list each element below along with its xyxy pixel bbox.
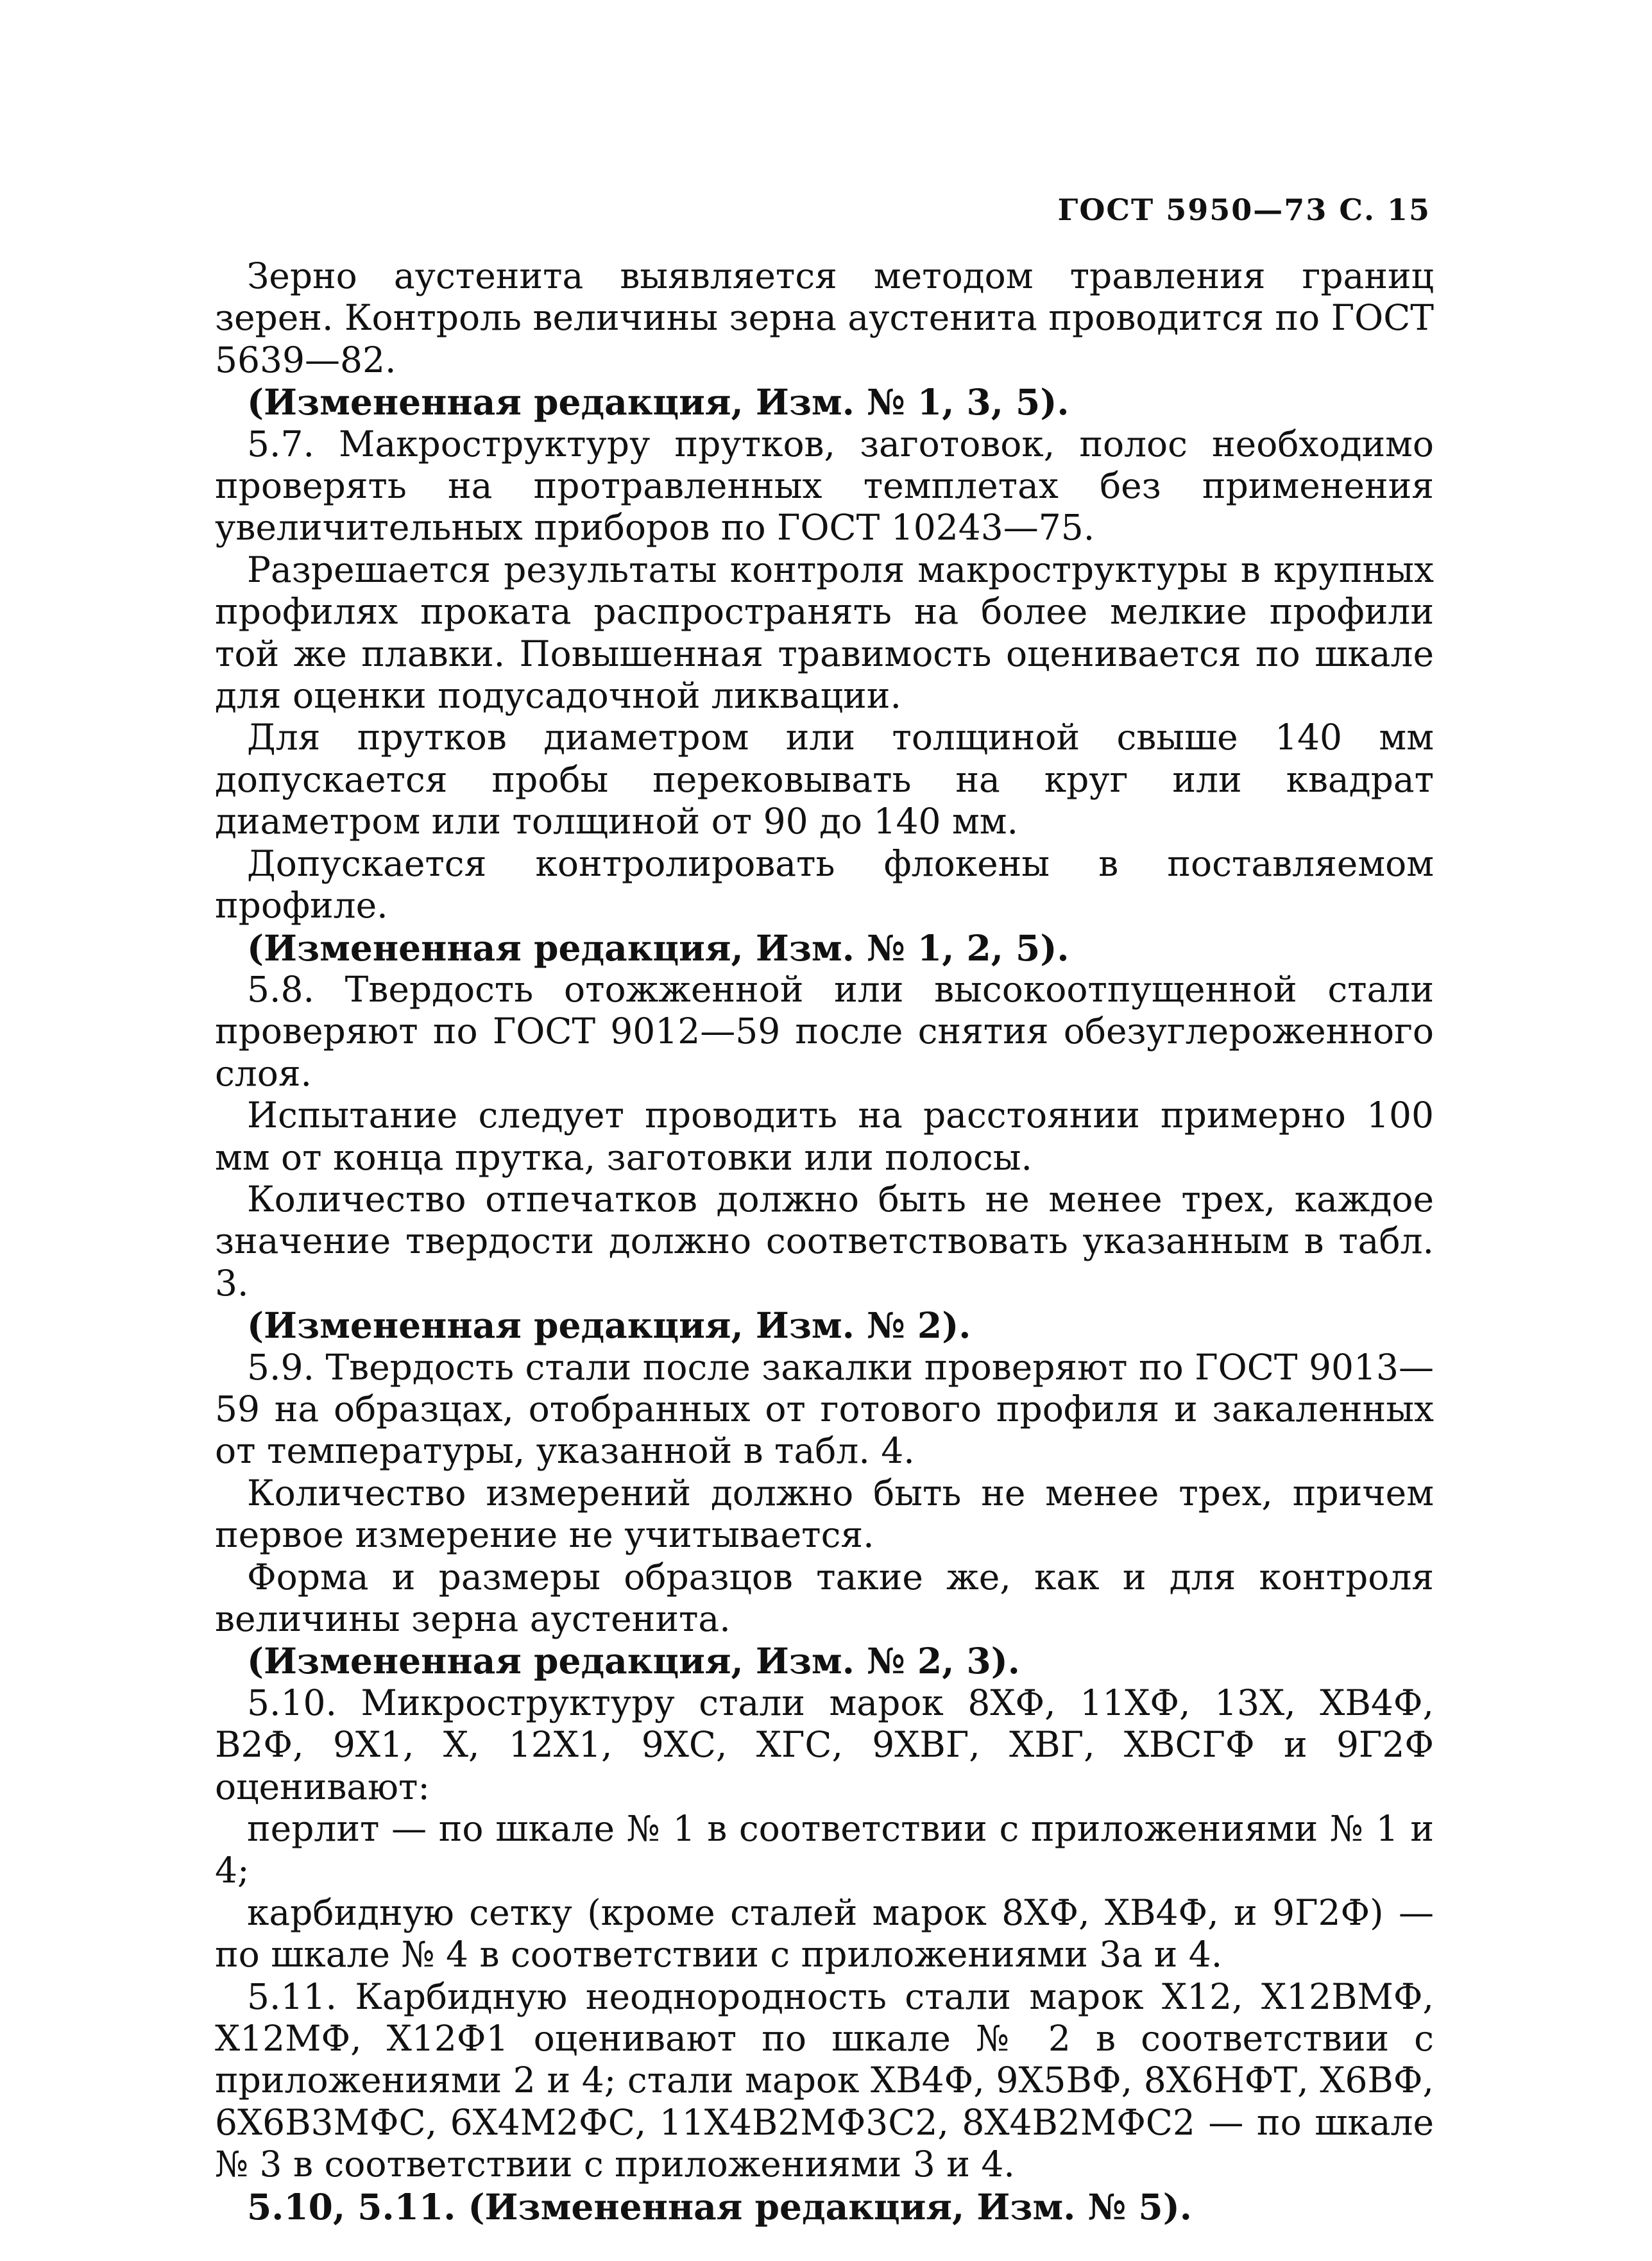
paragraph-pearlite: перлит — по шкале № 1 в соответствии с приложениями № 1 и 4;	[215, 1808, 1434, 1891]
paragraph-5-11: 5.11. Карбидную неоднородность стали марок Х12, Х12ВМФ, Х12МФ, Х12Ф1 оценивают по шкале № 2 в соответствии с приложениями 2 и 4; стали марок ХВ4Ф, 9Х5ВФ, 8Х6НФТ, Х6ВФ, 6Х6В3МФС, 6Х4М2ФС, 11Х4В2МФ3С2, 8Х4В2МФС2 — по шкале № 3 в соответствии с приложениями 3 и 4.	[215, 1975, 1434, 2185]
paragraph-flakes: Допускается контролировать флокены в поставляемом профиле.	[215, 842, 1434, 926]
paragraph-macro-profiles: Разрешается результаты контроля макроструктуры в крупных профилях проката распространять на более мелкие профили той же плавки. Повышенная травимость оценивается по шкале для оценки подусадочной ликвации.	[215, 549, 1434, 717]
paragraph-5-10: 5.10. Микроструктуру стали марок 8ХФ, 11ХФ, 13Х, ХВ4Ф, В2Ф, 9Х1, Х, 12Х1, 9ХС, ХГС, 9ХВГ, ХВГ, ХВСГФ и 9Г2Ф оценивают:	[215, 1682, 1434, 1807]
edit-note: 5.10, 5.11. (Измененная редакция, Изм. № 5).	[247, 2185, 1192, 2228]
paragraph-carbide-network: карбидную сетку (кроме сталей марок 8ХФ, ХВ4Ф, и 9Г2Ф) — по шкале № 4 в соответствии с приложениями 3а и 4.	[215, 1891, 1434, 1975]
paragraph-test-distance: Испытание следует проводить на расстоянии примерно 100 мм от конца прутка, заготовки или полосы.	[215, 1095, 1434, 1178]
paragraph-measurements: Количество измерений должно быть не менее трех, причем первое измерение не учитывается.	[215, 1472, 1434, 1556]
paragraph-austenite-grain: Зерно аустенита выявляется методом травления границ зерен. Контроль величины зерна аустенита проводится по ГОСТ 5639—82.	[215, 255, 1434, 380]
paragraph-bars-diameter: Для прутков диаметром или толщиной свыше 140 мм допускается пробы перековывать на круг или квадрат диаметром или толщиной от 90 до 140 мм.	[215, 717, 1434, 842]
document-body	[215, 255, 1434, 2228]
edit-note: (Измененная редакция, Изм. № 1, 3, 5).	[247, 381, 1069, 423]
paragraph-5-7: 5.7. Макроструктуру прутков, заготовок, полос необходимо проверять на протравленных темплетах без применения увеличительных приборов по ГОСТ 10243—75.	[215, 423, 1434, 549]
paragraph-imprints: Количество отпечатков должно быть не менее трех, каждое значение твердости должно соответствовать указанным в табл. 3.	[215, 1178, 1434, 1304]
page-header: ГОСТ 5950—73 С. 15	[1057, 192, 1431, 227]
paragraph-5-8: 5.8. Твердость отожженной или высокоотпущенной стали проверяют по ГОСТ 9012—59 после снятия обезуглероженного слоя.	[215, 968, 1434, 1094]
edit-note: (Измененная редакция, Изм. № 2, 3).	[247, 1640, 1020, 1682]
edit-note: (Измененная редакция, Изм. № 2).	[247, 1304, 971, 1347]
paragraph-5-9: 5.9. Твердость стали после закалки проверяют по ГОСТ 9013—59 на образцах, отобранных от готового профиля и закаленных от температуры, указанной в табл. 4.	[215, 1346, 1434, 1472]
edit-note: (Измененная редакция, Изм. № 1, 2, 5).	[247, 926, 1069, 969]
paragraph-specimen-shape: Форма и размеры образцов такие же, как и для контроля величины зерна аустенита.	[215, 1556, 1434, 1639]
